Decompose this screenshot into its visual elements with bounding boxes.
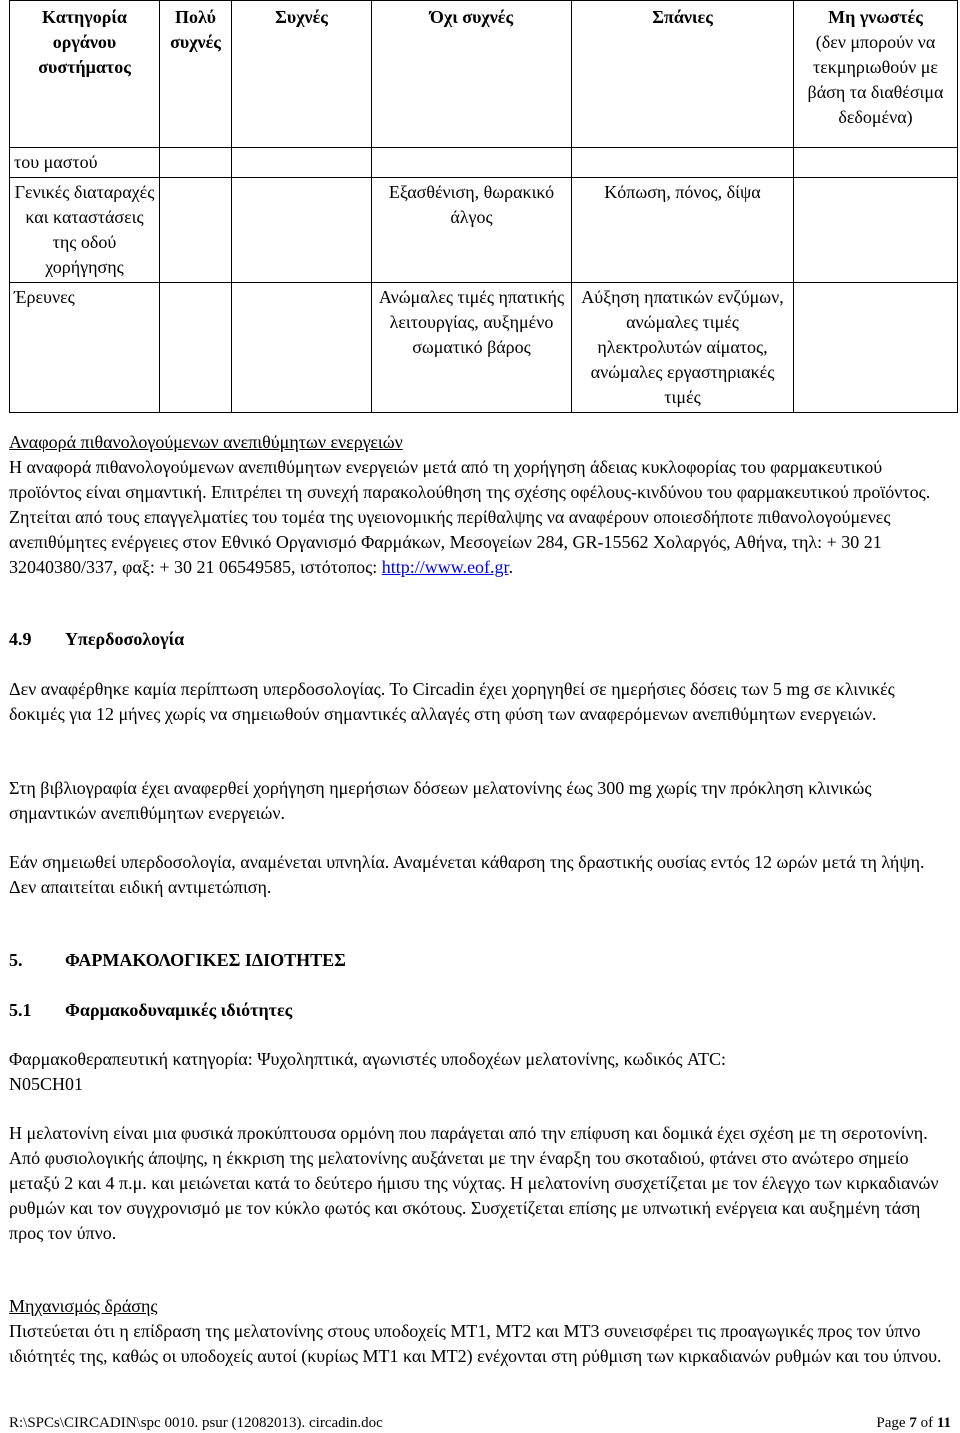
- overdose-p3: Εάν σημειωθεί υπερδοσολογία, αναμένεται υπνηλία. Αναμένεται κάθαρση της δραστικής ουσίας εντός 12 ωρών μετά τη λήψη. Δεν απαιτείται ειδική αντιμετώπιση.: [9, 852, 925, 897]
- category-cell: του μαστού: [10, 148, 160, 178]
- category-cell: Γενικές διαταραχές και καταστάσεις της οδού χορήγησης: [10, 178, 160, 283]
- mechanism-title: Μηχανισμός δράσης: [9, 1296, 158, 1316]
- mechanism-section: [9, 1294, 949, 1369]
- category-cell: Έρευνες: [10, 283, 160, 413]
- section-title: Υπερδοσολογία: [65, 629, 185, 649]
- header-common: Συχνές: [232, 1, 372, 148]
- header-unknown: Μη γνωστές (δεν μπορούν να τεκμηριωθούν με βάση τα διαθέσιμα δεδομένα): [794, 1, 958, 148]
- adverse-reactions-table: [9, 0, 958, 413]
- header-rare: Σπάνιες: [572, 1, 794, 148]
- page-footer: [9, 1414, 951, 1432]
- table-row: Έρευνες Ανώμαλες τιμές ηπατικής λειτουργίας, αυξημένο σωματικό βάρος Αύξηση ηπατικών ενζύμων, ανώμαλες τιμές ηλεκτρολυτών αίματος, ανώμαλες εργαστηριακές τιμές: [10, 283, 958, 413]
- section-4-9-heading: [9, 627, 184, 652]
- section-number: 5.1: [9, 1000, 32, 1020]
- melatonin-description: Η μελατονίνη είναι μια φυσικά προκύπτουσα ορμόνη που παράγεται από την επίφυση και δομικά έχει σχέση με τη σεροτονίνη. Από φυσιολογικής άποψης, η έκκριση της μελατονίνης αυξάνεται με την έναρξη του σκοταδιού, φτάνει στο ανώτερο σημείο μεταξύ 2 και 4 π.μ. και μειώνεται κατά το δεύτερο ήμισυ της νύχτας. Η μελατονίνη συσχετίζεται με τον έλεγχο των κιρκαδιανών ρυθμών και τον συγχρονισμό με τον κύκλο φωτός και σκότους. Συσχετίζεται επίσης με υπνωτική ενέργεια και αυξημένη τάση προς τον ύπνο.: [9, 1123, 939, 1243]
- report-body: Η αναφορά πιθανολογούμενων ανεπιθύμητων ενεργειών μετά από τη χορήγηση άδειας κυκλοφορίας του φαρμακευτικού προϊόντος είναι σημαντική. Επιτρέπει τη συνεχή παρακολούθηση της σχέσης οφέλους-κινδύνου του φαρμακευτικού προϊόντος. Ζητείται από τους επαγγελματίες του τομέα της υγειονομικής περίθαλψης να αναφέρουν οποιεσδήποτε πιθανολογούμενες ανεπιθύμητες ενέργειες στον Εθνικό Οργανισμό Φαρμάκων, Μεσογείων 284, GR-15562 Χολαργός, Αθήνα, τηλ: + 30 21 32040380/337, φαξ: + 30 21 06549585, ιστότοπος: http://www.eof.gr.: [9, 457, 931, 577]
- overdose-p2: Στη βιβλιογραφία έχει αναφερθεί χορήγηση ημερήσιων δόσεων μελατονίνης έως 300 mg χωρίς την πρόκληση κλινικώς σημαντικών ανεπιθύμητων ενεργειών.: [9, 778, 872, 823]
- section-number: 4.9: [9, 629, 32, 649]
- report-title: Αναφορά πιθανολογούμενων ανεπιθύμητων ενεργειών: [9, 432, 403, 452]
- overdose-p1: Δεν αναφέρθηκε καμία περίπτωση υπερδοσολογίας. Το Circadin έχει χορηγηθεί σε ημερήσιες δόσεις των 5 mg σε κλινικές δοκιμές για 12 μήνες χωρίς να σημειωθούν σημαντικές αλλαγές στη φύση των αναφερόμενων ανεπιθύμητων ενεργειών.: [9, 679, 895, 724]
- table-row: Γενικές διαταραχές και καταστάσεις της οδού χορήγησης Εξασθένιση, θωρακικό άλγος Κόπωση, πόνος, δίψα: [10, 178, 958, 283]
- file-path: R:\SPCs\CIRCADIN\spc 0010. psur (12082013). circadin.doc: [9, 1415, 383, 1431]
- section-5-heading: [9, 948, 346, 973]
- mechanism-body: Πιστεύεται ότι η επίδραση της μελατονίνης στους υποδοχείς MT1, MT2 και MT3 συνεισφέρει τις προαγωγικές προς τον ύπνο ιδιότητές της, καθώς οι υποδοχείς αυτοί (κυρίως MT1 και MT2) ενέχονται στη ρύθμιση των κιρκαδιανών ρυθμών και του ύπνου.: [9, 1321, 942, 1366]
- header-uncommon: Όχι συχνές: [372, 1, 572, 148]
- report-section: [9, 430, 949, 580]
- page-number: Page 7 of 11: [876, 1415, 951, 1431]
- pharmaco-category: Φαρμακοθεραπευτική κατηγορία: Ψυχοληπτικά, αγωνιστές υποδοχέων μελατονίνης, κωδικός ATC: N05CH01: [9, 1049, 727, 1094]
- section-title: Φαρμακοδυναμικές ιδιότητες: [65, 1000, 293, 1020]
- section-5-1-heading: [9, 998, 292, 1023]
- eof-link[interactable]: http://www.eof.gr: [381, 557, 509, 577]
- table-header-row: [10, 1, 958, 148]
- section-title: ΦΑΡΜΑΚΟΛΟΓΙΚΕΣ ΙΔΙΟΤΗΤΕΣ: [65, 950, 346, 970]
- table-row: [10, 148, 958, 178]
- section-number: 5.: [9, 950, 23, 970]
- header-very-common: Πολύ συχνές: [160, 1, 232, 148]
- header-category: Κατηγορία οργάνου συστήματος: [10, 1, 160, 148]
